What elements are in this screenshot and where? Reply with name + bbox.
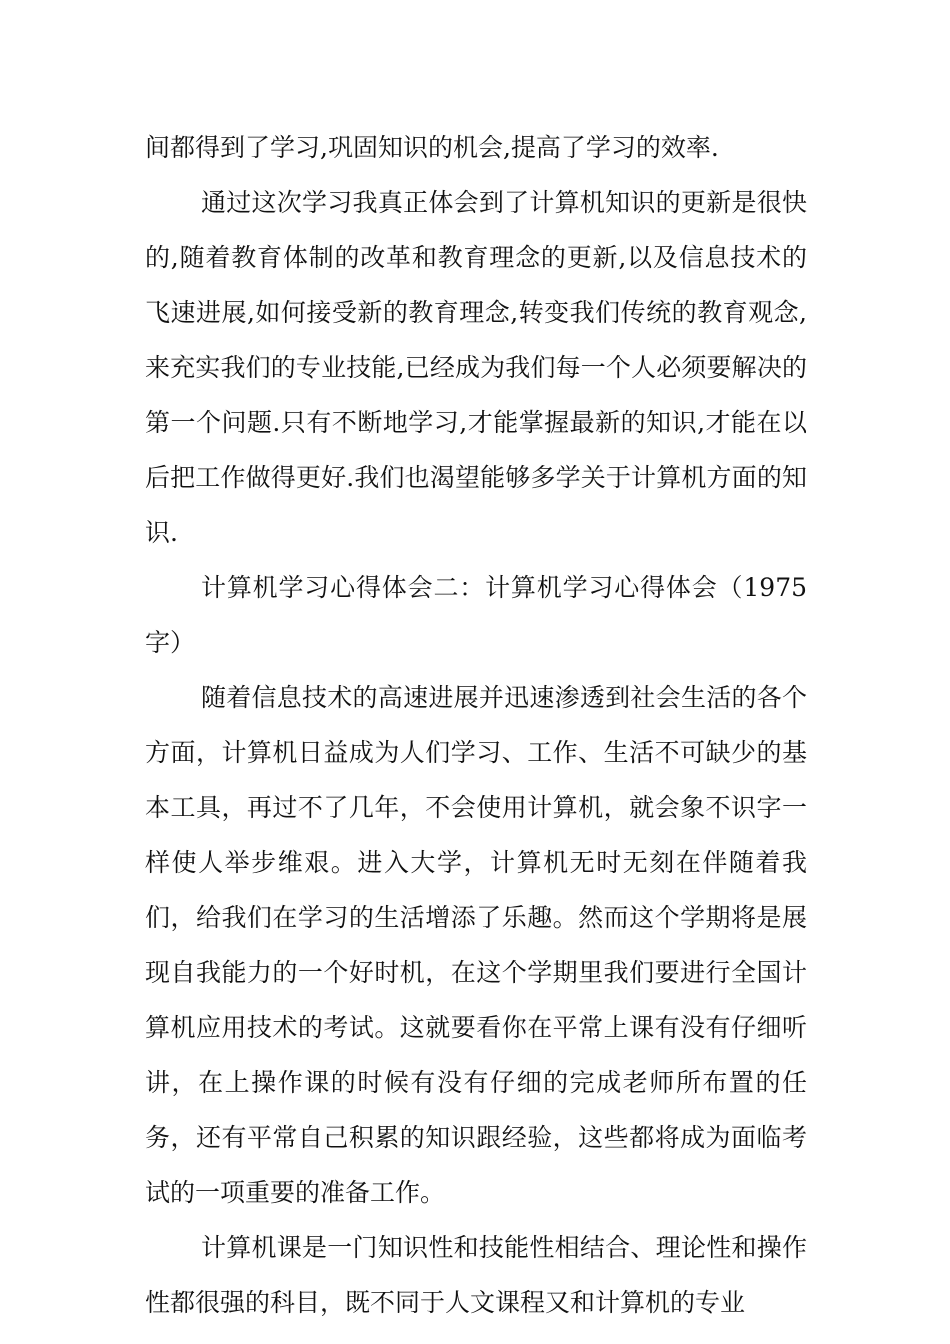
section-heading: 计算机学习心得体会二：计算机学习心得体会（1975字）: [145, 573, 807, 657]
paragraph-computer-course: 计算机课是一门知识性和技能性相结合、理论性和操作性都很强的科目，既不同于人文课程又和计算机的专业: [145, 1233, 807, 1317]
paragraph-learning-reflection: 通过这次学习我真正体会到了计算机知识的更新是很快的,随着教育体制的改革和教育理念的更新,以及信息技术的飞速进展,如何接受新的教育理念,转变我们传统的教育观念,来充实我们的专业技能,已经成为我们每一个人必须要解决的第一个问题.只有不断地学习,才能掌握最新的知识,才能在以后把工作做得更好.我们也渴望能够多学关于计算机方面的知识.: [145, 188, 807, 547]
paragraph-info-tech: 随着信息技术的高速进展并迅速渗透到社会生活的各个方面，计算机日益成为人们学习、工作、生活不可缺少的基本工具，再过不了几年，不会使用计算机，就会象不识字一样使人举步维艰。进入大学，计算机无时无刻在伴随着我们，给我们在学习的生活增添了乐趣。然而这个学期将是展现自我能力的一个好时机，在这个学期里我们要进行全国计算机应用技术的考试。这就要看你在平常上课有没有仔细听讲，在上操作课的时候有没有仔细的完成老师所布置的任务，还有平常自己积累的知识跟经验，这些都将成为面临考试的一项重要的准备工作。: [145, 683, 807, 1207]
paragraph-continuation: 间都得到了学习,巩固知识的机会,提高了学习的效率.: [145, 133, 719, 162]
document-body: [145, 120, 807, 1330]
